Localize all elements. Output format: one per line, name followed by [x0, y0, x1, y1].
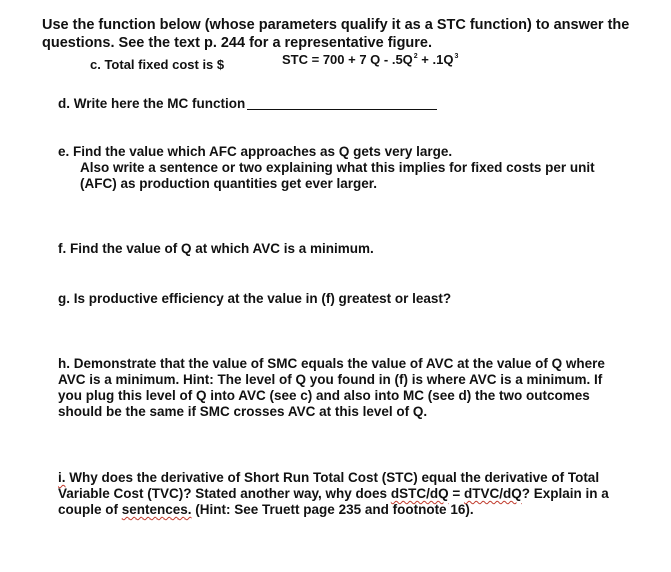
question-g: g. Is productive efficiency at the value in (f) greatest or least? — [58, 291, 452, 306]
question-i-line-3: couple of sentences. (Hint: See Truett page 235 and footnote 16). — [58, 502, 474, 517]
formula-mid: + .1Q — [417, 52, 454, 67]
question-h-line-4: should be the same if SMC crosses AVC at this level of Q. — [58, 404, 428, 419]
dtvc-dq-term: dTVC/dQ — [463, 486, 522, 501]
question-f: f. Find the value of Q at which AVC is a minimum. — [58, 241, 374, 256]
question-h-line-2: AVC is a minimum. Hint: The level of Q you found in (f) is where AVC is a minimum. If — [58, 372, 603, 387]
answer-blank-line — [247, 97, 437, 110]
question-e-line-2: Also write a sentence or two explaining what this implies for fixed costs per unit — [80, 160, 595, 175]
question-d — [58, 96, 437, 113]
dstc-dq-term: dSTC/dQ — [390, 486, 449, 501]
question-e-line-3: (AFC) as production quantities get ever larger. — [80, 176, 378, 191]
formula-exponent-2: 2 — [413, 53, 418, 60]
question-h-line-3: you plug this level of Q into AVC (see c) and also into MC (see d) the two outcomes — [58, 388, 590, 403]
stc-formula — [282, 52, 458, 67]
question-e-line-1: e. Find the value which AFC approaches as Q gets very large. — [58, 144, 453, 159]
question-h-line-1: h. Demonstrate that the value of SMC equals the value of AVC at the value of Q where — [58, 356, 605, 371]
formula-base: STC = 700 + 7 Q - .5Q — [282, 52, 413, 67]
question-d-text: d. Write here the MC function — [58, 96, 246, 111]
intro-line-1: Use the function below (whose parameters qualify it as a STC function) to answer the — [42, 17, 630, 33]
question-i-line-1: i. Why does the derivative of Short Run Total Cost (STC) equal the derivative of Total — [58, 470, 600, 485]
question-i-line-2: Variable Cost (TVC)? Stated another way, why does dSTC/dQ = dTVC/dQ? Explain in a — [58, 486, 609, 501]
intro-line-2: questions. See the text p. 244 for a representative figure. — [42, 35, 433, 51]
question-i-label: i. — [58, 470, 66, 485]
formula-exponent-3: 3 — [454, 53, 459, 60]
question-c-clipped: c. Total fixed cost is $ — [90, 57, 225, 72]
sentences-term: sentences. — [121, 502, 192, 517]
